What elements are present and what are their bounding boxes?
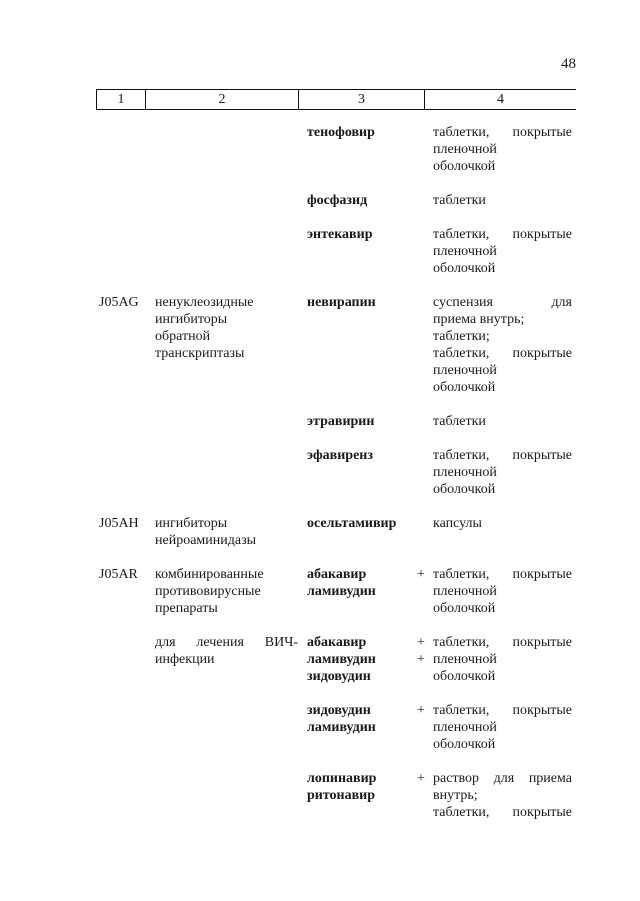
combination-plus — [414, 634, 428, 668]
form-line: таблетки, покрытые — [433, 346, 572, 361]
group-line: ингибиторы — [155, 516, 228, 531]
form-line: таблетки, покрытые — [433, 635, 572, 650]
drug-name — [307, 770, 417, 804]
drug-line: невирапин — [307, 295, 376, 310]
drug-line: тенофовир — [307, 125, 375, 140]
drug-name — [307, 515, 417, 532]
dosage-form — [433, 124, 572, 175]
drug-name — [307, 702, 417, 736]
plus-sign: + — [417, 635, 425, 650]
form-line: пленочной — [433, 363, 497, 378]
group-line: комбинированные — [155, 567, 264, 582]
dosage-form — [433, 634, 572, 685]
form-line: пленочной — [433, 652, 497, 667]
group-line: инфекции — [155, 652, 215, 667]
drug-line: зидовудин — [307, 669, 371, 684]
drug-name — [307, 447, 417, 464]
dosage-form — [433, 566, 572, 617]
drug-name — [307, 566, 417, 600]
group-line: препараты — [155, 601, 218, 616]
form-line: оболочкой — [433, 737, 496, 752]
header-col-2: 2 — [146, 90, 299, 109]
group-name — [155, 634, 298, 668]
drug-name — [307, 124, 417, 141]
combination-plus — [414, 566, 428, 583]
group-line: ингибиторы — [155, 312, 228, 327]
form-line: оболочкой — [433, 482, 496, 497]
form-line: оболочкой — [433, 380, 496, 395]
form-line: таблетки — [433, 414, 486, 429]
drug-name — [307, 294, 417, 311]
page-number: 48 — [561, 56, 576, 72]
form-line: таблетки, покрытые — [433, 448, 572, 463]
form-line: таблетки, покрытые — [433, 805, 572, 820]
form-line: таблетки, покрытые — [433, 227, 572, 242]
drug-name — [307, 413, 417, 430]
drug-line: осельтамивир — [307, 516, 397, 531]
drug-line: ритонавир — [307, 788, 376, 803]
header-col-4: 4 — [497, 91, 504, 107]
form-line: таблетки, покрытые — [433, 567, 572, 582]
dosage-form — [433, 413, 572, 430]
dosage-form — [433, 226, 572, 277]
drug-line: ламивудин — [307, 720, 376, 735]
drug-line: абакавир — [307, 635, 367, 650]
group-line: транскриптазы — [155, 346, 245, 361]
form-line: таблетки, покрытые — [433, 125, 572, 140]
drug-name — [307, 634, 417, 685]
dosage-form — [433, 294, 572, 396]
form-line: оболочкой — [433, 159, 496, 174]
form-line: пленочной — [433, 465, 497, 480]
atc-code: J05AG — [99, 295, 139, 310]
drug-line: зидовудин — [307, 703, 371, 718]
drug-line: фосфазид — [307, 193, 368, 208]
form-line: таблетки; — [433, 329, 490, 344]
form-line: оболочкой — [433, 261, 496, 276]
form-line: раствор для приема — [433, 771, 572, 786]
group-line: обратной — [155, 329, 211, 344]
form-line: оболочкой — [433, 601, 496, 616]
dosage-form — [433, 770, 572, 821]
dosage-form — [433, 702, 572, 753]
atc-code: J05AH — [99, 516, 139, 531]
drug-line: лопинавир — [307, 771, 377, 786]
form-line: пленочной — [433, 720, 497, 735]
form-line: пленочной — [433, 142, 497, 157]
combination-plus — [414, 770, 428, 787]
group-name — [155, 515, 298, 549]
drug-line: ламивудин — [307, 652, 376, 667]
group-name — [155, 294, 298, 362]
plus-sign: + — [417, 567, 425, 582]
drug-line: ламивудин — [307, 584, 376, 599]
drug-line: этравирин — [307, 414, 375, 429]
header-col-3: 3 — [299, 90, 425, 109]
form-line: таблетки — [433, 193, 486, 208]
drug-line: абакавир — [307, 567, 367, 582]
form-line: капсулы — [433, 516, 482, 531]
dosage-form — [433, 515, 572, 532]
group-line: ненуклеозидные — [155, 295, 254, 310]
drug-line: энтекавир — [307, 227, 373, 242]
group-line: нейроаминидазы — [155, 533, 257, 548]
dosage-form — [433, 447, 572, 498]
table-header — [96, 89, 576, 110]
form-line: приема внутрь; — [433, 312, 525, 327]
plus-sign: + — [417, 771, 425, 786]
drug-name — [307, 192, 417, 209]
form-line: таблетки, покрытые — [433, 703, 572, 718]
form-line: внутрь; — [433, 788, 478, 803]
drug-name — [307, 226, 417, 243]
drug-line: эфавиренз — [307, 448, 373, 463]
form-line: пленочной — [433, 584, 497, 599]
header-col-1: 1 — [96, 90, 146, 109]
group-name — [155, 566, 298, 617]
dosage-form — [433, 192, 572, 209]
form-line: пленочной — [433, 244, 497, 259]
plus-sign: + — [417, 703, 425, 718]
form-line: суспензия для — [433, 295, 572, 310]
group-line: противовирусные — [155, 584, 261, 599]
plus-sign: + — [417, 652, 425, 667]
group-line: для лечения ВИЧ- — [155, 635, 298, 650]
form-line: оболочкой — [433, 669, 496, 684]
atc-code: J05AR — [99, 567, 138, 582]
combination-plus — [414, 702, 428, 719]
